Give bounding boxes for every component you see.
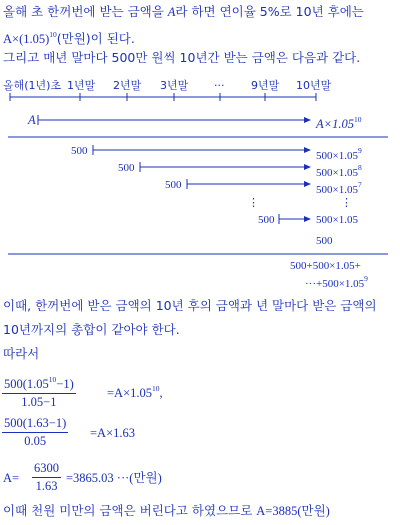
eq1-numerator: $500(1.05^{10}-1)$ xyxy=(2,372,76,394)
label-a-right: $A\times 1.05^{10}$ xyxy=(316,115,362,131)
timeline-label-year1: 1년말 xyxy=(67,79,96,92)
timeline-label-year2: 2년말 xyxy=(113,79,142,92)
intro-expression: A×(1.05) xyxy=(3,32,50,46)
eq2-fraction xyxy=(2,416,68,449)
label-a-left: A xyxy=(28,113,36,127)
eq3-lhs: A= xyxy=(3,471,20,485)
row-4-vdots-right: ⋮ xyxy=(341,197,352,209)
timeline-label-start: 올해(1년)초 xyxy=(3,79,62,92)
eq1-rhs: $=A\times 1.05^{10}$, xyxy=(107,384,163,400)
sum-line-2: $\cdot\cdot\cdot+500\times 1.05^9$ xyxy=(305,274,368,290)
body-paragraph-2: 따라서 xyxy=(3,346,40,361)
row-1-left: 500 xyxy=(71,145,88,157)
row-2-right: $500\times 1.05^8$ xyxy=(316,163,362,179)
row-5-left: 500 xyxy=(258,214,275,226)
eq2-rhs: =A×1.63 xyxy=(90,426,136,440)
eq3-rhs: =3865.03 ···(만원) xyxy=(66,471,162,485)
row-1-right: $500\times 1.05^9$ xyxy=(316,146,362,162)
intro-line-1-a: 올해 초 한꺼번에 받는 금액을 xyxy=(3,4,164,19)
eq3-numerator: 6300 xyxy=(32,461,61,478)
sum-line-1: 500+500×1.05+ xyxy=(290,260,361,272)
row-6-right: 500 xyxy=(316,235,333,247)
eq3-denominator: 1.63 xyxy=(35,479,58,493)
intro-line-1-b: 라 하면 연이율 5%로 10년 후에는 xyxy=(175,4,364,19)
eq1-denominator: 1.05−1 xyxy=(21,395,57,409)
intro-line-2-tail: (만원)이 된다. xyxy=(56,31,135,46)
eq2-numerator: 500(1.63−1) xyxy=(2,416,68,433)
conclusion-answer: A=3885(만원) xyxy=(256,504,330,518)
row-3-right: $500\times 1.05^7$ xyxy=(316,180,362,196)
body-paragraph-1a: 이때, 한꺼번에 받은 금액의 10년 후의 금액과 년 말마다 받은 금액의 xyxy=(3,298,377,313)
timeline-label-year3: 3년말 xyxy=(160,79,189,92)
intro-line-3: 그리고 매년 말마다 500만 원씩 10년간 받는 금액은 다음과 같다. xyxy=(3,50,361,65)
eq3-fraction xyxy=(32,461,61,494)
timeline-label-year10: 10년말 xyxy=(296,79,332,92)
row-2-left: 500 xyxy=(118,162,135,174)
eq2-denominator: 0.05 xyxy=(24,434,47,448)
row-4-vdots-left: ⋮ xyxy=(248,197,259,209)
intro-variable-a: A xyxy=(167,5,176,19)
body-paragraph-1b: 10년까지의 총합이 같아야 한다. xyxy=(3,322,180,337)
timeline-label-ellipsis: ··· xyxy=(214,79,225,92)
intro-exponent: 10 xyxy=(49,30,57,39)
row-5-right: 500×1.05 xyxy=(316,214,358,226)
eq1-fraction xyxy=(2,372,76,410)
timeline-label-year9: 9년말 xyxy=(251,79,280,92)
conclusion-line xyxy=(3,503,330,519)
row-3-left: 500 xyxy=(165,179,182,191)
conclusion-text: 이때 천원 미만의 금액은 버린다고 하였으므로 xyxy=(3,503,253,518)
